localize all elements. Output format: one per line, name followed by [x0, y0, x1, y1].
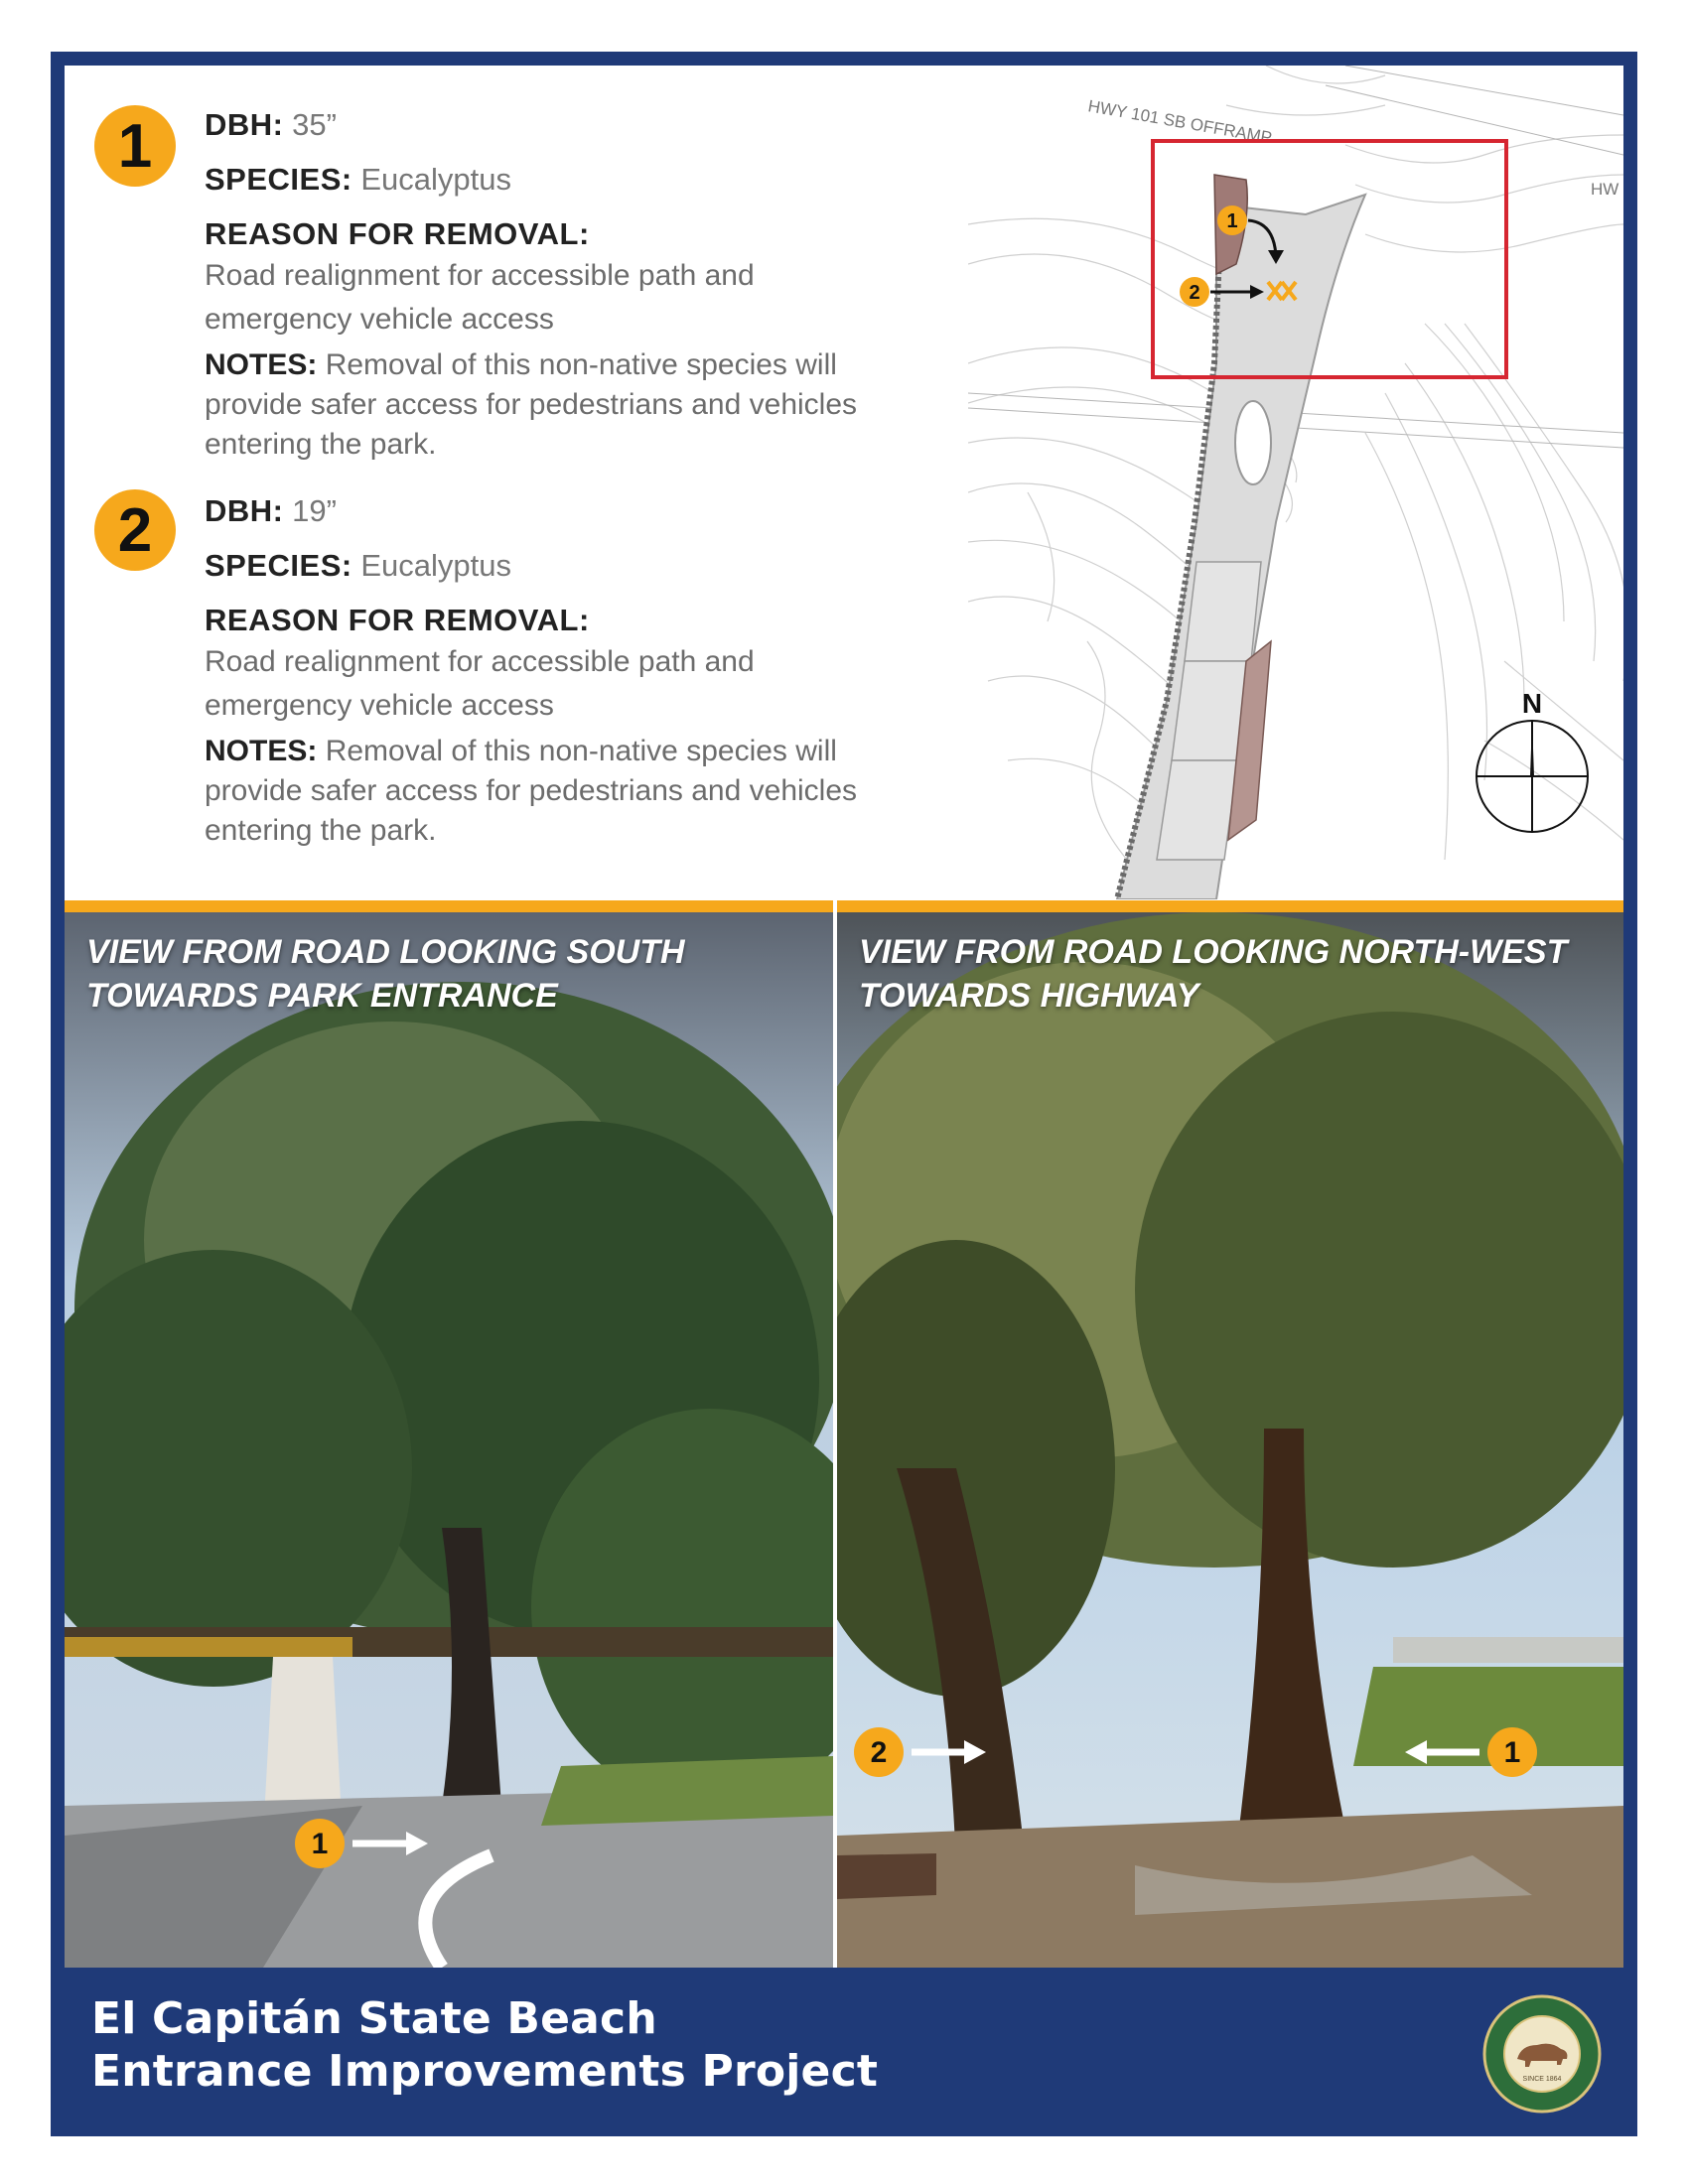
project-title: El Capitán State Beach — [91, 1993, 657, 2044]
notes-line: entering the park. — [205, 814, 437, 847]
species-row — [205, 546, 959, 586]
north-label: N — [1521, 688, 1543, 719]
reason-line: emergency vehicle access — [205, 689, 554, 722]
caption-line: VIEW FROM ROAD LOOKING NORTH-WEST — [859, 933, 1568, 971]
notes-line: entering the park. — [205, 428, 437, 461]
species-value: Eucalyptus — [360, 548, 511, 583]
photo-marker-1-label: 1 — [1503, 1736, 1521, 1769]
photo-marker-2-label: 2 — [870, 1736, 888, 1769]
photo-divider — [833, 900, 837, 1968]
site-map — [968, 66, 1623, 899]
notes-line: Removal of this non-native species will — [325, 735, 837, 767]
photo-looking-north-west-image — [837, 912, 1623, 1968]
road-label-2: HW — [1591, 180, 1619, 199]
notes-line: provide safer access for pedestrians and vehicles — [205, 774, 858, 807]
notes-line: provide safer access for pedestrians and vehicles — [205, 388, 858, 421]
photo-caption — [859, 930, 1594, 1018]
site-map-drawing — [968, 66, 1623, 899]
dbh-label: DBH: — [205, 493, 284, 528]
map-marker-1-label: 1 — [1226, 210, 1238, 232]
caption-line: TOWARDS HIGHWAY — [859, 977, 1199, 1015]
reason-line: emergency vehicle access — [205, 303, 554, 336]
notes-label: NOTES: — [205, 348, 318, 381]
dbh-value: 35” — [292, 107, 337, 142]
project-subtitle: Entrance Improvements Project — [91, 2046, 879, 2097]
dbh-row — [205, 491, 959, 531]
species-label: SPECIES: — [205, 162, 352, 197]
content-area — [65, 66, 1623, 1968]
species-label: SPECIES: — [205, 548, 352, 583]
map-marker-2-label: 2 — [1189, 282, 1200, 304]
tree-number-badge: 1 — [94, 105, 176, 187]
seal-year: SINCE 1864 — [1522, 2076, 1562, 2083]
road-label: HWY 101 SB OFFRAMP — [1086, 96, 1274, 148]
photo-looking-south — [65, 900, 833, 1968]
north-arrow-icon — [1477, 688, 1588, 832]
reason-line: Road realignment for accessible path and — [205, 259, 755, 292]
species-value: Eucalyptus — [360, 162, 511, 197]
photo-marker-1-label: 1 — [311, 1828, 329, 1860]
species-row — [205, 160, 959, 200]
tree-number-badge: 2 — [94, 489, 176, 571]
notes-line: Removal of this non-native species will — [325, 348, 837, 381]
reason-label: REASON FOR REMOVAL: — [205, 216, 590, 251]
photo-looking-north-west — [837, 900, 1623, 1968]
california-state-parks-seal-icon — [1481, 1993, 1603, 2115]
reason-label: REASON FOR REMOVAL: — [205, 603, 590, 637]
dbh-row — [205, 105, 959, 145]
caption-line: TOWARDS PARK ENTRANCE — [86, 977, 558, 1015]
caption-line: VIEW FROM ROAD LOOKING SOUTH — [86, 933, 685, 971]
dbh-value: 19” — [292, 493, 337, 528]
notes-row — [205, 345, 959, 385]
notes-row — [205, 732, 959, 771]
photo-caption — [86, 930, 821, 1018]
photo-looking-south-image — [65, 912, 833, 1968]
reason-line: Road realignment for accessible path and — [205, 645, 755, 678]
notes-label: NOTES: — [205, 735, 318, 767]
dbh-label: DBH: — [205, 107, 284, 142]
